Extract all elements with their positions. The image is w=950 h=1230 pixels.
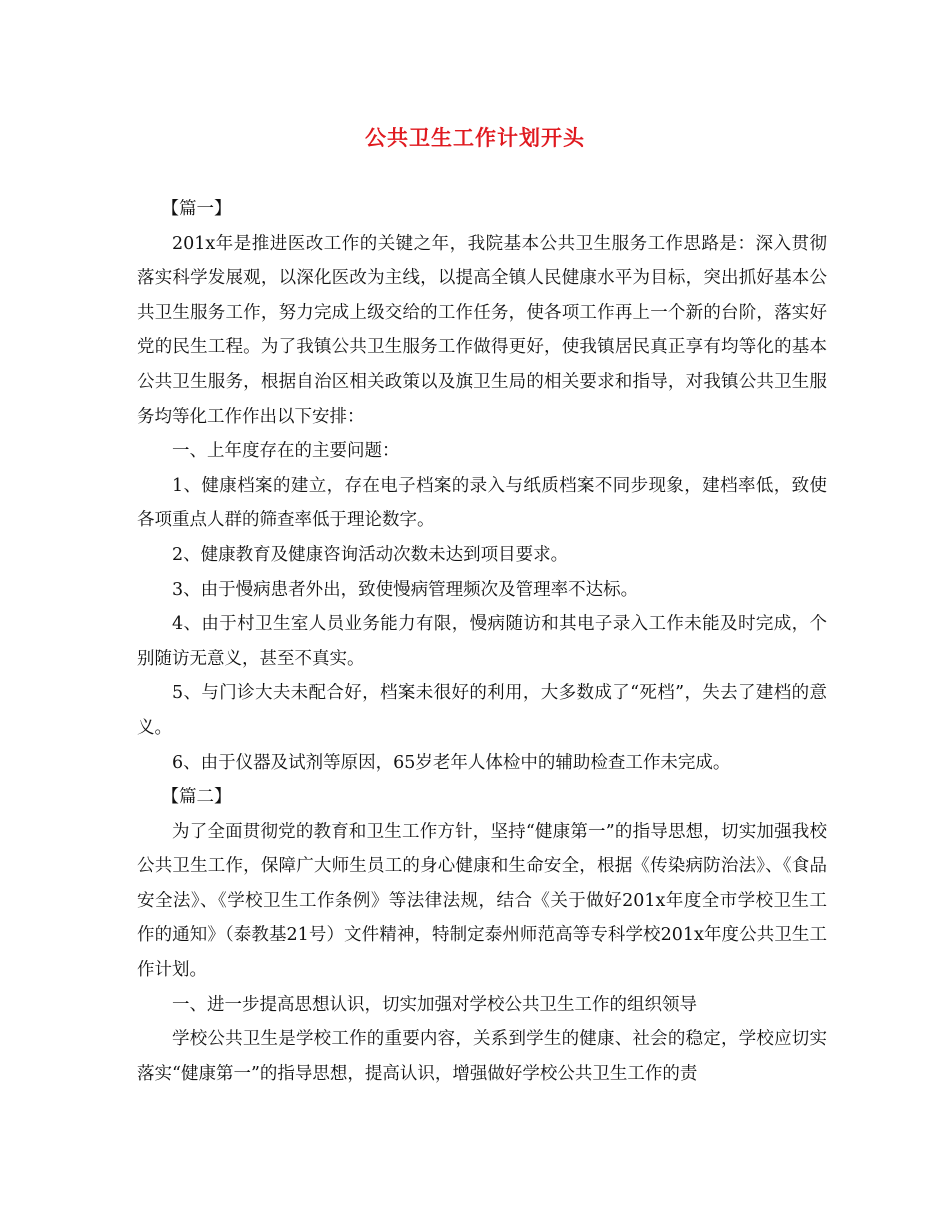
paragraph: 3、由于慢病患者外出，致使慢病管理频次及管理率不达标。 [172, 579, 639, 600]
paragraph: 为了全面贯彻党的教育和卫生工作方针，坚持“健康第一”的指导思想，切实加强我校公共卫生工作，保障广大师生员工的身心健康和生命安全，根据《传染病防治法》、《食品安全法》、《学校卫生工作条例》等法律法规，结合《关于做好201x年度全市学校卫生工作的通知》（泰教基21号）文件精神，特制定泰州师范高等专科学校201x年度公共卫生工作计划。 [137, 821, 827, 981]
document-body [137, 192, 827, 1091]
paragraph: 201x年是推进医改工作的关键之年，我院基本公共卫生服务工作思路是：深入贯彻落实科学发展观，以深化医改为主线，以提高全镇人民健康水平为目标，突出抓好基本公共卫生服务工作，努力完成上级交给的工作任务，使各项工作再上一个新的台阶，落实好党的民生工程。为了我镇公共卫生服务工作做得更好，使我镇居民真正享有均等化的基本公共卫生服务，根据自治区相关政策以及旗卫生局的相关要求和指导，对我镇公共卫生服务均等化工作作出以下安排： [137, 233, 827, 427]
section-heading: 【篇一】 [161, 199, 232, 219]
document-title: 公共卫生工作计划开头 [365, 126, 585, 150]
paragraph: 一、进一步提高思想认识，切实加强对学校公共卫生工作的组织领导 [172, 994, 697, 1015]
paragraph: 2、健康教育及健康咨询活动次数未达到项目要求。 [172, 544, 569, 565]
paragraph: 学校公共卫生是学校工作的重要内容，关系到学生的健康、社会的稳定，学校应切实落实“健康第一”的指导思想，提高认识，增强做好学校公共卫生工作的责 [137, 1029, 827, 1084]
paragraph: 1、健康档案的建立，存在电子档案的录入与纸质档案不同步现象，建档率低，致使各项重点人群的筛查率低于理论数字。 [137, 475, 827, 531]
section-heading: 【篇二】 [161, 787, 232, 808]
paragraph: 6、由于仪器及试剂等原因，65岁老年人体检中的辅助检查工作未完成。 [172, 752, 731, 773]
paragraph: 4、由于村卫生室人员业务能力有限，慢病随访和其电子录入工作未能及时完成，个别随访无意义，甚至不真实。 [137, 614, 827, 669]
paragraph: 一、上年度存在的主要问题： [172, 441, 400, 462]
paragraph: 5、与门诊大夫未配合好，档案未很好的利用，大多数成了“死档”，失去了建档的意义。 [137, 683, 827, 738]
